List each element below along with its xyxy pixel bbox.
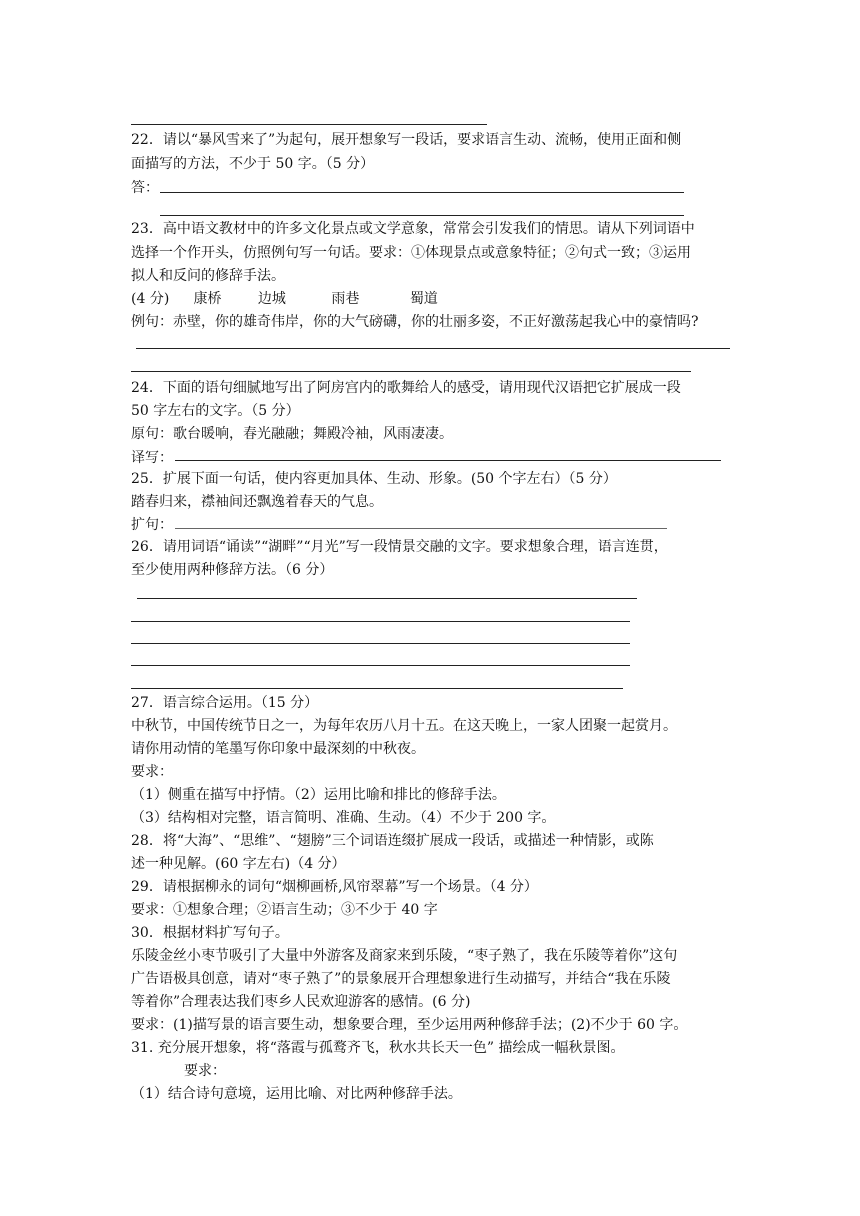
answer-line[interactable] [137, 598, 637, 599]
q26-line-1: 26．请用词语“诵读”“湖畔”“月光”写一段情景交融的文字。要求想象合理，语言连贯， [131, 539, 668, 555]
q23-option: 蜀道 [409, 291, 438, 307]
q27-line-1: 27．语言综合运用。（15 分） [131, 695, 319, 711]
answer-line [131, 124, 487, 125]
q29-line-2: 要求：①想象合理；②语言生动；③不少于 40 字 [131, 902, 438, 918]
q24-translate-label: 译写： [131, 450, 173, 466]
answer-line[interactable] [136, 348, 730, 349]
q25-expand-label: 扩句： [131, 517, 173, 533]
q30-line-5: 要求：(1)描写景的语言要生动，想象要合理，至少运用两种修辞手法；(2)不少于 60 字。 [131, 1017, 688, 1033]
q27-req-label: 要求： [131, 764, 173, 780]
q23-example: 例句：赤壁，你的雄奇伟岸，你的大气磅礴，你的壮丽多姿，不正好激荡起我心中的豪情吗? [131, 314, 699, 330]
q27-line-3: 请你用动情的笔墨写你印象中最深刻的中秋夜。 [131, 741, 425, 757]
q23-option: 边城 [257, 291, 286, 307]
q26-line-2: 至少使用两种修辞方法。（6 分） [131, 562, 334, 578]
q24-original: 原句：歌台暖响，春光融融；舞殿冷袖，风雨凄凄。 [131, 426, 453, 442]
q24-line-2: 50 字左右的文字。（5 分） [131, 403, 300, 419]
q23-line-1: 23．高中语文教材中的许多文化景点或文学意象，常常会引发我们的情思。请从下列词语中 [131, 221, 695, 237]
q23-options-row [131, 290, 438, 308]
q30-line-1: 30．根据材料扩写句子。 [131, 925, 289, 941]
q28-line-1: 28．将“大海”、“思维”、“翅膀”三个词语连缀扩展成一段话，或描述一种情影，或陈 [131, 833, 654, 849]
q23-line-3: 拟人和反问的修辞手法。 [131, 268, 285, 284]
q30-line-4: 等着你”合理表达我们枣乡人民欢迎游客的感情。(6 分) [131, 994, 471, 1010]
q25-line-1: 25．扩展下面一句话，使内容更加具体、生动、形象。(50 个字左右）（5 分） [131, 471, 617, 487]
q31-req-label: 要求： [184, 1063, 226, 1079]
q27-req-2: （3）结构相对完整，语言简明、准确、生动。（4）不少于 200 字。 [131, 810, 556, 826]
answer-line[interactable] [131, 665, 630, 666]
answer-line[interactable] [131, 621, 630, 622]
q23-option: 雨巷 [331, 291, 360, 307]
q23-line-2: 选择一个作开头，仿照例句写一句话。要求：①体现景点或意象特征；②句式一致；③运用 [131, 245, 691, 261]
answer-line[interactable] [160, 215, 684, 216]
q22-line-1: 22．请以“暴风雪来了”为起句，展开想象写一段话，要求语言生动、流畅，使用正面和侧 [131, 132, 682, 148]
answer-line[interactable] [131, 371, 691, 372]
q23-option: 康桥 [193, 291, 222, 307]
answer-line[interactable] [131, 643, 630, 644]
answer-line[interactable] [175, 460, 721, 461]
q22-line-2: 面描写的方法，不少于 50 字。（5 分） [131, 156, 375, 172]
q30-line-2: 乐陵金丝小枣节吸引了大量中外游客及商家来到乐陵，“枣子熟了，我在乐陵等着你”这句 [131, 948, 678, 964]
q28-line-2: 述一种见解。(60 字左右)（4 分） [131, 856, 346, 872]
q25-line-2: 踏春归来，襟袖间还飘逸着春天的气息。 [131, 494, 383, 510]
answer-line[interactable] [175, 528, 667, 529]
q24-line-1: 24．下面的语句细腻地写出了阿房宫内的歌舞给人的感受，请用现代汉语把它扩展成一段 [131, 380, 681, 396]
q31-line-1: 31. 充分展开想象，将“落霞与孤鹜齐飞，秋水共长天一色” 描绘成一幅秋景图。 [131, 1040, 625, 1056]
q22-answer-label: 答： [131, 180, 159, 196]
q29-line-1: 29．请根据柳永的词句“烟柳画桥,风帘翠幕”写一个场景。（4 分） [131, 879, 538, 895]
q30-line-3: 广告语极具创意，请对“枣子熟了”的景象展开合理想象进行生动描写，并结合“我在乐陵 [131, 971, 671, 987]
q27-line-2: 中秋节，中国传统节日之一，为每年农历八月十五。在这天晚上，一家人团聚一起赏月。 [131, 718, 677, 734]
q31-req-1: （1）结合诗句意境，运用比喻、对比两种修辞手法。 [131, 1086, 462, 1102]
answer-line[interactable] [131, 688, 623, 689]
q23-score: (4 分) [131, 291, 170, 307]
q27-req-1: （1）侧重在描写中抒情。（2）运用比喻和排比的修辞手法。 [131, 787, 506, 803]
answer-line[interactable] [160, 192, 684, 193]
